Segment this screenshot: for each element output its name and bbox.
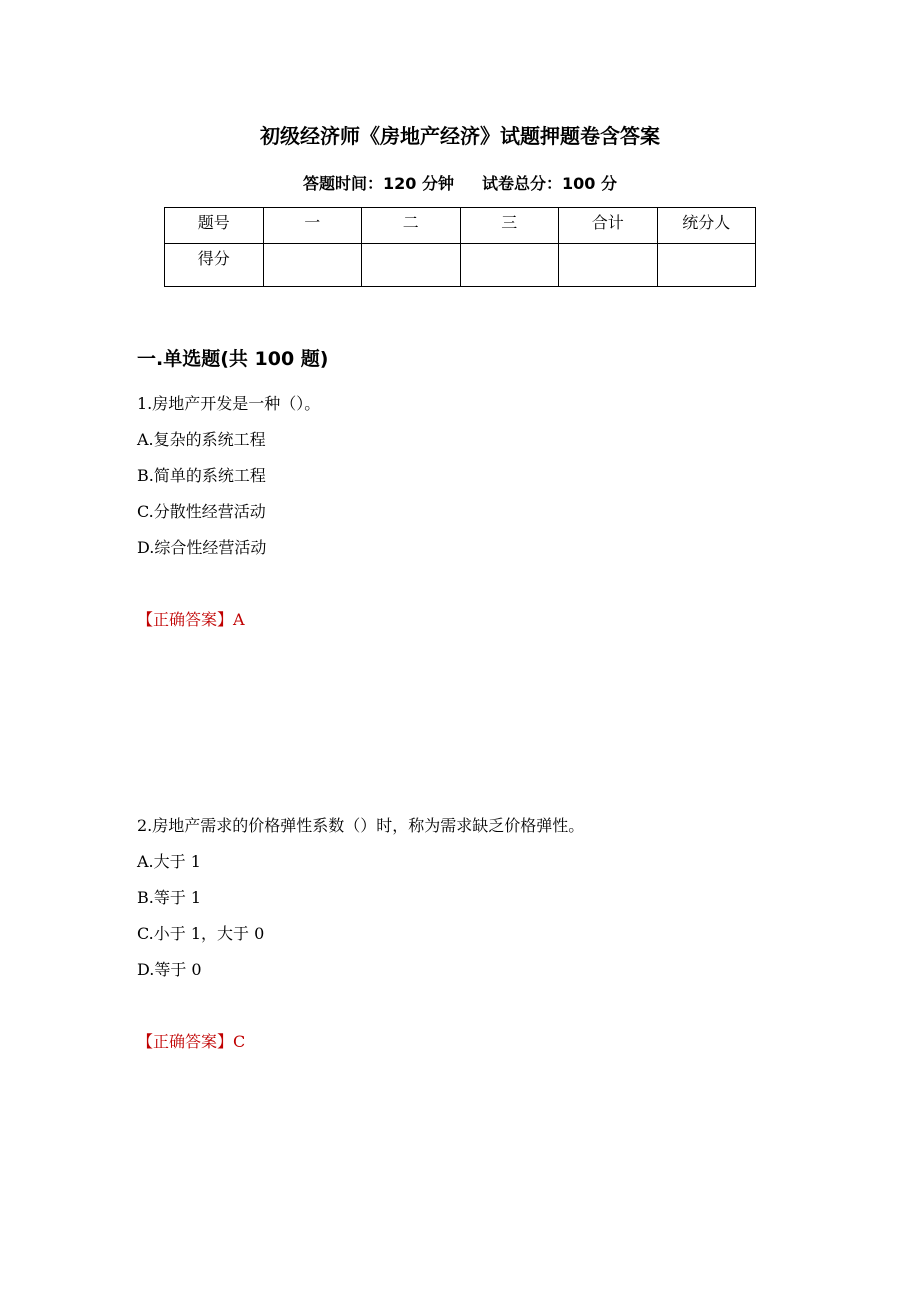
score-cell (657, 244, 756, 287)
question-1-option-a: A.复杂的系统工程 (137, 430, 266, 449)
score-cell (460, 244, 559, 287)
question-2-option-a: A.大于 1 (137, 852, 201, 871)
document-title: 初级经济师《房地产经济》试题押题卷含答案 (260, 124, 660, 148)
score-table-score-row (165, 244, 756, 287)
exam-info (0, 173, 920, 195)
score-table-header-cell: 题号 (165, 208, 264, 244)
score-table-header-cell: 合计 (559, 208, 658, 244)
question-2-option-b: B.等于 1 (137, 888, 202, 907)
question-1-stem: 1.房地产开发是一种（）。 (137, 394, 321, 413)
question-2-stem: 2.房地产需求的价格弹性系数（）时，称为需求缺乏价格弹性。 (137, 816, 585, 835)
score-row-label: 得分 (165, 244, 264, 287)
question-2-answer (137, 1031, 245, 1053)
score-cell (559, 244, 658, 287)
answer-label: 【正确答案】 (137, 1032, 234, 1051)
answer-label: 【正确答案】 (137, 610, 234, 629)
exam-time: 答题时间：120 分钟 (303, 174, 454, 193)
section-heading: 一.单选题(共 100 题) (137, 348, 329, 370)
score-table-header-cell: 一 (263, 208, 362, 244)
score-table-header-cell: 三 (460, 208, 559, 244)
score-cell (362, 244, 461, 287)
question-1-option-c: C.分散性经营活动 (137, 502, 266, 521)
exam-total-score: 试卷总分：100 分 (482, 174, 617, 193)
score-table-header-row (165, 208, 756, 244)
score-table (164, 207, 756, 287)
score-table-header-cell: 二 (362, 208, 461, 244)
question-1-answer (137, 609, 245, 631)
question-2-option-c: C.小于 1，大于 0 (137, 924, 265, 943)
question-1-option-b: B.简单的系统工程 (137, 466, 266, 485)
score-table-header-cell: 统分人 (657, 208, 756, 244)
score-cell (263, 244, 362, 287)
question-2-option-d: D.等于 0 (137, 960, 202, 979)
answer-value: C (233, 1032, 246, 1051)
question-1-option-d: D.综合性经营活动 (137, 538, 267, 557)
answer-value: A (233, 610, 245, 629)
